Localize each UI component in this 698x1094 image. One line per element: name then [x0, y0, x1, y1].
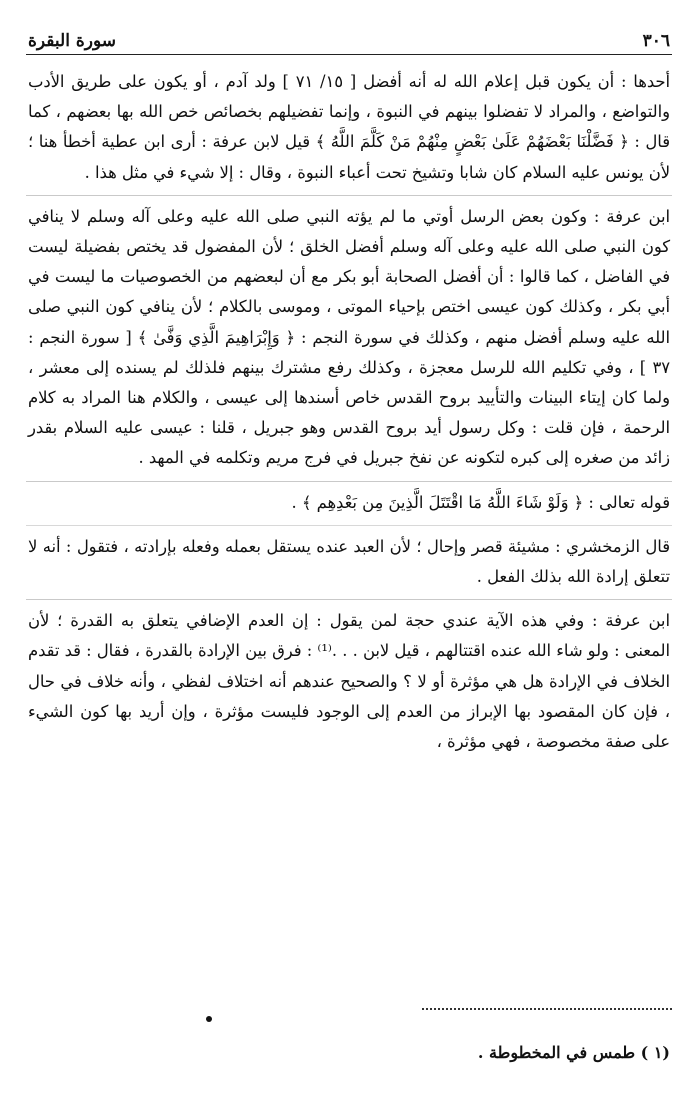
- paragraph-separator: [26, 525, 672, 526]
- paragraph-2: ابن عرفة : وكون بعض الرسل أوتي ما لم يؤته النبي صلى الله عليه وعلى آله وسلم لا ينافي كون النبي صلى الله عليه وعلى آله وسلم أفضل الخلق ؛ لأن المفضول قد يختص بفضيلة ليست في الفاضل ، كما قالوا : أن أفضل الصحابة أبو بكر مع أن لبعضهم من الخصوصيات ما ليست في أبي بكر ، وكذلك كون عيسى اختص بإحياء الموتى ، وموسى بالكلام ؛ لأن ينافي كون النبي صلى الله عليه وسلم أفضل منهم ، وكذلك في سورة النجم : ﴿ وَإِبْرَاهِيمَ الَّذِي وَفَّىٰ ﴾ [ سورة النجم : ٣٧ ] ، وفي تكليم الله للرسل معجزة ، وكذلك رفع مشترك بينهم فلذلك لم يسنده إلى معشر ، ولما كان إيتاء البينات والتأييد بروح القدس خاص أسندها إلى عيسى ، والكلام هنا المراد به كلام الرحمة ، فإن قلت : وكل رسول أيد بروح القدس وهو جبريل ، قلنا : عيسى عليه السلام بقدر زائد من صغره إلى كبره لتكونه عن نفخ جبريل في فرج مريم وتكلمه في المهد .: [28, 206, 670, 468]
- running-header: [26, 30, 672, 55]
- footnote-dotted-rule: [422, 1008, 672, 1010]
- book-page: [26, 30, 672, 1080]
- footnote-rule-area: [26, 1008, 672, 1010]
- surah-title: سورة البقرة: [28, 31, 116, 51]
- paragraph-separator: [26, 195, 672, 196]
- paragraph-3: قوله تعالى : ﴿ وَلَوْ شَاءَ اللَّهُ مَا اقْتَتَلَ الَّذِينَ مِن بَعْدِهِم ﴾ .: [291, 492, 670, 512]
- paragraph-5: ابن عرفة : وفي هذه الآية عندي حجة لمن يقول : إن العدم الإضافي يتعلق به القدرة ؛ لأن المعنى : ولو شاء الله عنده اقتتالهم ، قيل لابن . . .⁽¹⁾ : فرق بين الإرادة بالقدرة ، فقال : قد تقدم الخلاف في الإرادة هل هي مؤثرة أو لا ؟ والصحيح عندهم أنه اختلاف لفظي ، وأنه خلاف في حال ، فإن كان المقصود بها الإبراز من العدم إلى الوجود فليست مؤثرة ، وإن أريد بها كون الشيء على صفة مخصوصة ، فهي مؤثرة ،: [28, 611, 670, 752]
- paragraph-1: أحدها : أن يكون قبل إعلام الله له أنه أفضل [ ١٥/ ٧١ ] ولد آدم ، أو يكون على طريق الأدب والتواضع ، والمراد لا تفضلوا بينهم في النبوة ، وإنما تفضيلهم بخصائص خص الله بها بعضهم ، كما قال : ﴿ فَضَّلْنَا بَعْضَهُمْ عَلَىٰ بَعْضٍ مِنْهُمْ مَنْ كَلَّمَ اللَّهُ ﴾ قيل لابن عرفة : أرى ابن عطية أخطأ هنا ؛ لأن يونس عليه السلام كان شابا وتشيخ تحت أعباء النبوة ، وقال : إلا شيء في مثل هذا .: [28, 72, 670, 182]
- paragraph-separator: [26, 481, 672, 482]
- paragraph-separator: [26, 599, 672, 600]
- bullet-dot-icon: [206, 1016, 212, 1022]
- paragraph-4: قال الزمخشري : مشيئة قصر وإحال ؛ لأن العبد عنده يستقل بعمله وفعله بإرادته ، فتقول : أنه لا تتعلق إرادة الله بذلك الفعل .: [28, 536, 670, 587]
- footnote: (١ ) طمس في المخطوطة .: [477, 1043, 670, 1062]
- page-number: ٣٠٦: [642, 31, 670, 51]
